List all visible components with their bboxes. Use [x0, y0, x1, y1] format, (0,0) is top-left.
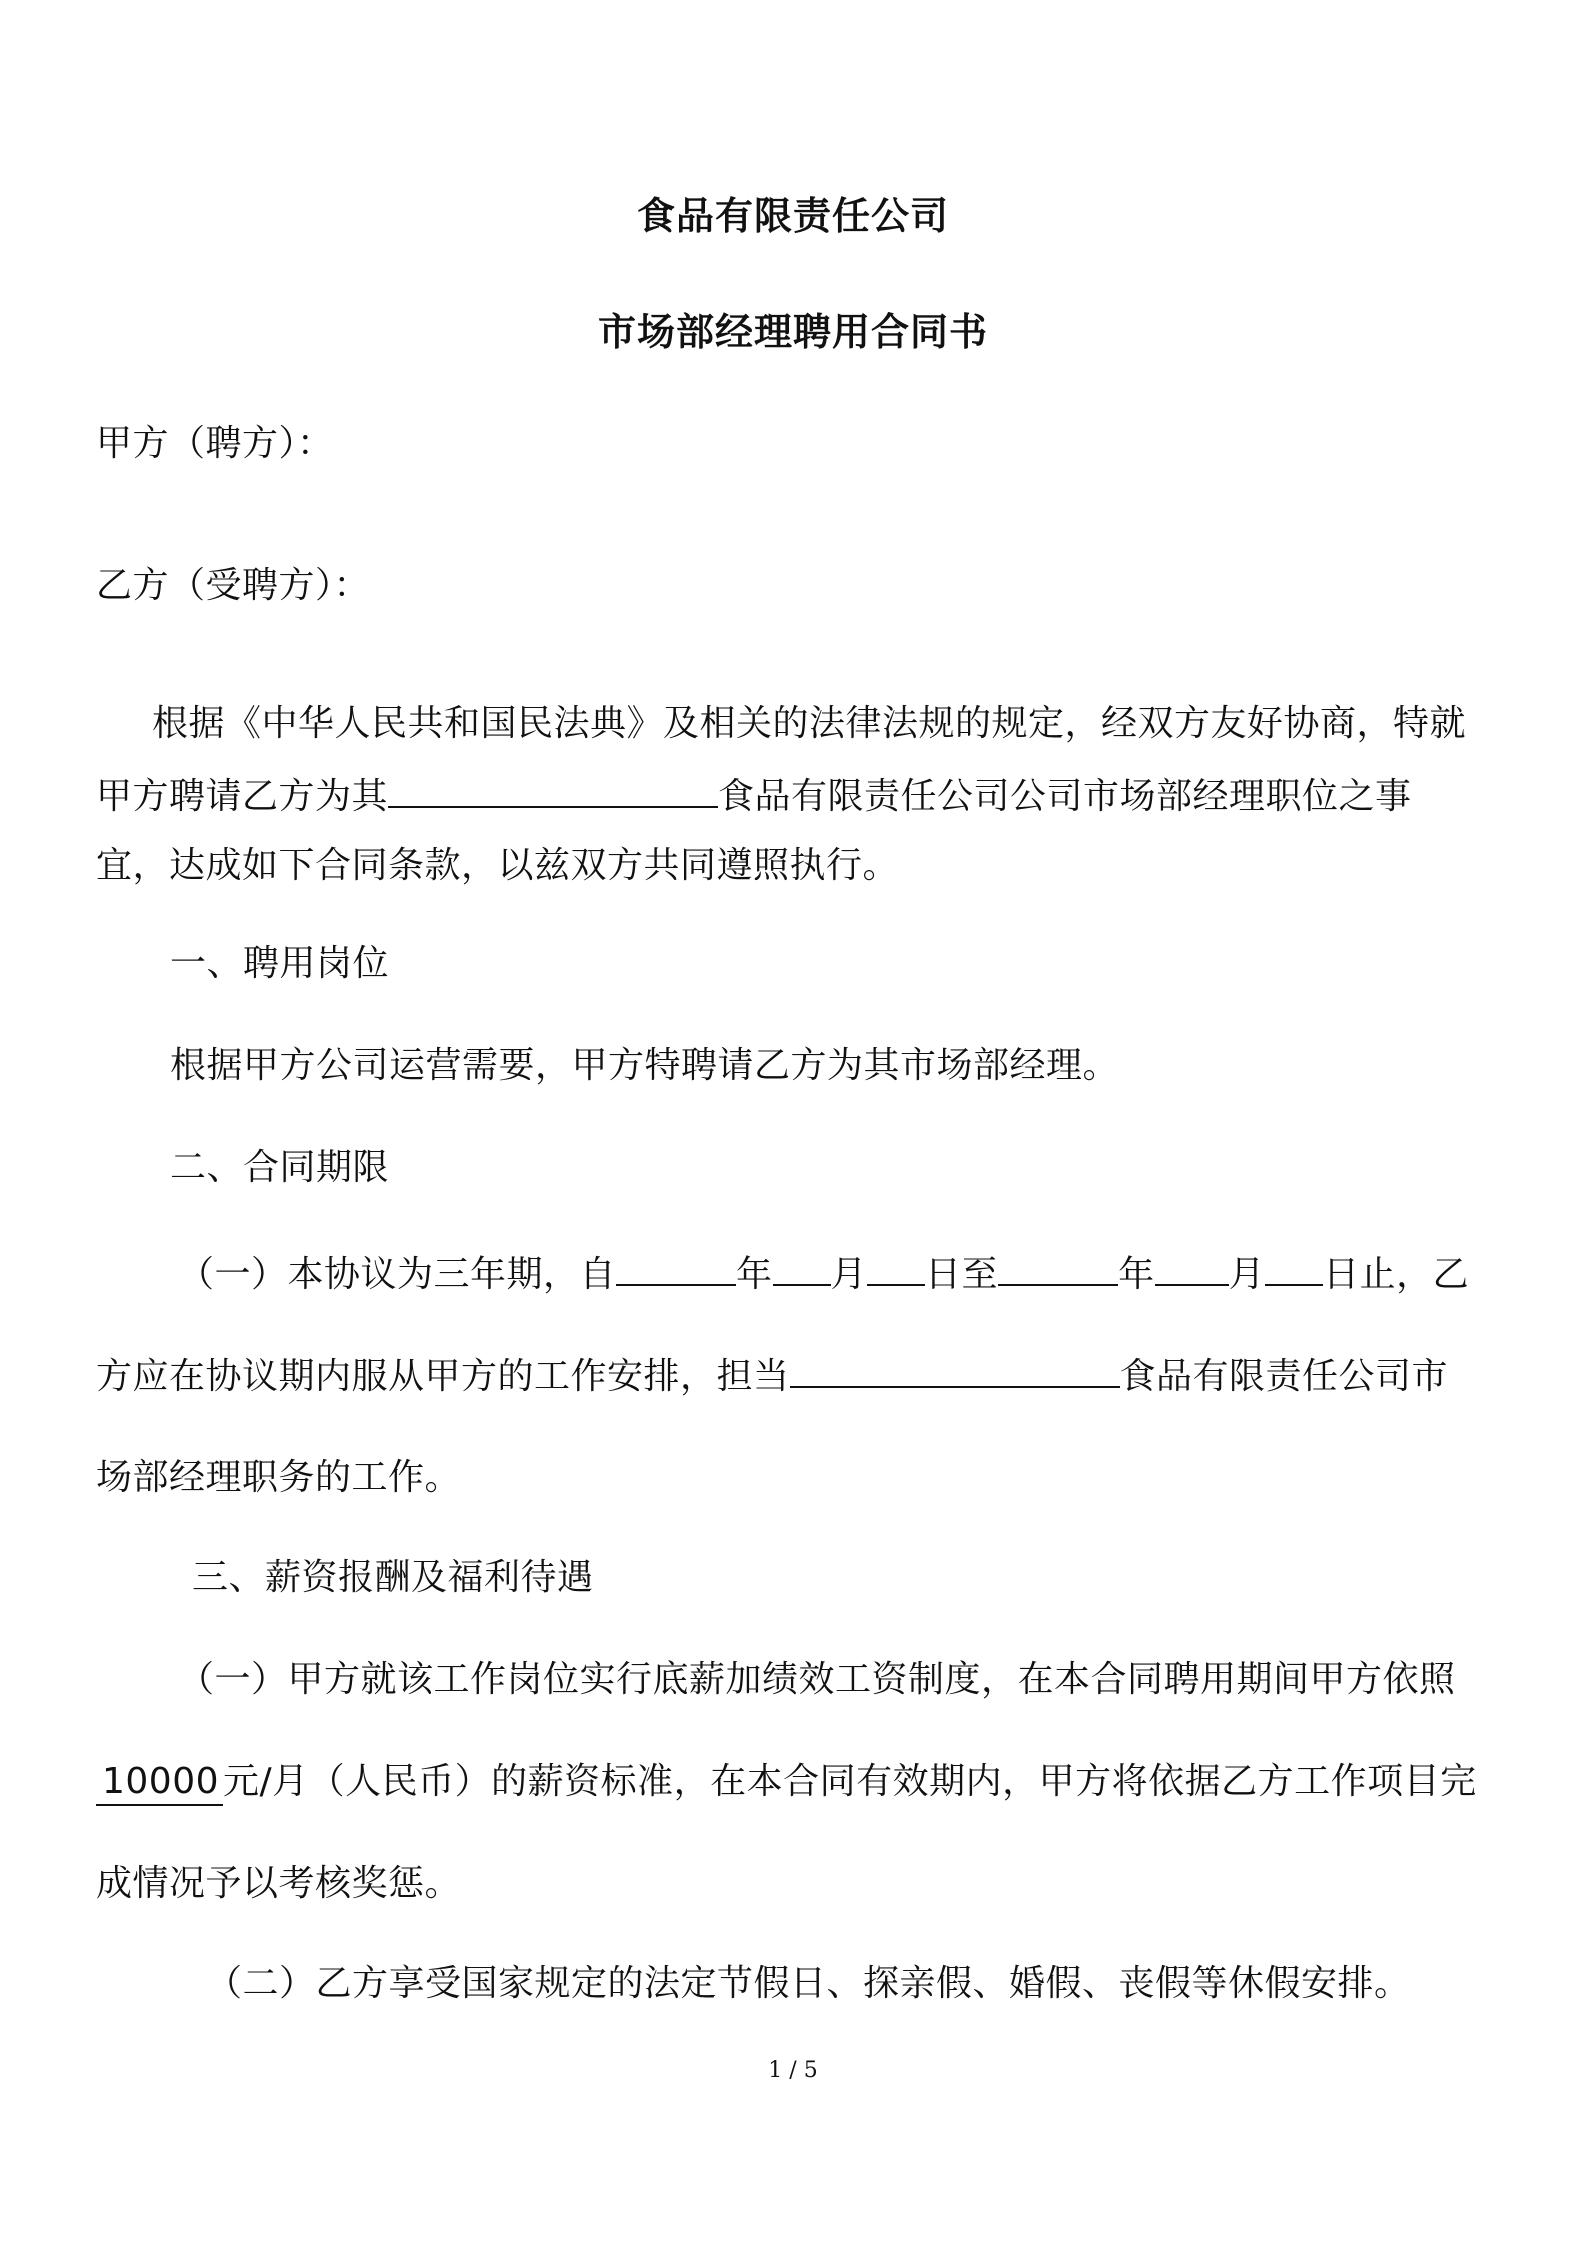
party-b-label: 乙方（受聘方）：: [96, 565, 371, 606]
section-2-heading: 二、合同期限: [170, 1147, 390, 1188]
salary-line-2: [96, 1756, 1477, 1808]
year-label-2: 年: [1118, 1254, 1155, 1295]
contract-title: 市场部经理聘用合同书: [597, 310, 988, 354]
salary-amount[interactable]: 10000: [96, 1760, 223, 1806]
intro-line-2-suffix: 食品有限责任公司公司市场部经理职位之事: [718, 776, 1412, 817]
intro-line-2-prefix: 甲方聘请乙方为其: [96, 776, 389, 817]
company-name-blank[interactable]: [388, 770, 718, 808]
term-line-2-suffix: 食品有限责任公司市: [1119, 1356, 1449, 1397]
start-month-blank[interactable]: [773, 1248, 831, 1286]
end-day-blank[interactable]: [1265, 1248, 1323, 1286]
salary-line-3: 成情况予以考核奖惩。: [96, 1863, 462, 1904]
position-company-blank[interactable]: [790, 1350, 1120, 1388]
salary-line-2-suffix: 元/月（人民币）的薪资标准，在本合同有效期内，甲方将依据乙方工作项目完: [223, 1761, 1477, 1802]
party-a-label: 甲方（聘方）：: [96, 423, 334, 464]
section-1-heading: 一、聘用岗位: [170, 943, 390, 984]
leave-paragraph: （二）乙方享受国家规定的法定节假日、探亲假、婚假、丧假等休假安排。: [206, 1963, 1411, 2004]
start-day-blank[interactable]: [867, 1248, 925, 1286]
day-end-label: 日止，乙: [1323, 1254, 1470, 1295]
start-year-blank[interactable]: [616, 1248, 736, 1286]
term-line-2-prefix: 方应在协议期内服从甲方的工作安排，担当: [96, 1356, 790, 1397]
end-year-blank[interactable]: [998, 1248, 1118, 1286]
intro-line-1: 根据《中华人民共和国民法典》及相关的法律法规的规定，经双方友好协商，特就: [152, 703, 1467, 744]
day-to-label: 日至: [925, 1254, 999, 1295]
salary-line-1: （一）甲方就该工作岗位实行底薪加绩效工资制度，在本合同聘用期间甲方依照: [178, 1659, 1456, 1700]
section-3-heading: 三、薪资报酬及福利待遇: [192, 1557, 594, 1598]
month-label-2: 月: [1228, 1254, 1266, 1295]
term-line-1: [178, 1248, 1469, 1301]
intro-line-3: 宜，达成如下合同条款，以兹双方共同遵照执行。: [96, 845, 900, 886]
term-prefix: （一）本协议为三年期，自: [178, 1254, 617, 1295]
intro-line-2: [96, 770, 1412, 823]
term-line-3: 场部经理职务的工作。: [96, 1457, 462, 1498]
year-label: 年: [736, 1254, 773, 1295]
company-title: 食品有限责任公司: [636, 194, 949, 238]
month-label: 月: [830, 1254, 868, 1295]
end-month-blank[interactable]: [1155, 1248, 1229, 1286]
page-number: 1 / 5: [768, 2058, 818, 2083]
term-line-2: [96, 1350, 1448, 1403]
section-1-body: 根据甲方公司运营需要，甲方特聘请乙方为其市场部经理。: [170, 1045, 1120, 1086]
